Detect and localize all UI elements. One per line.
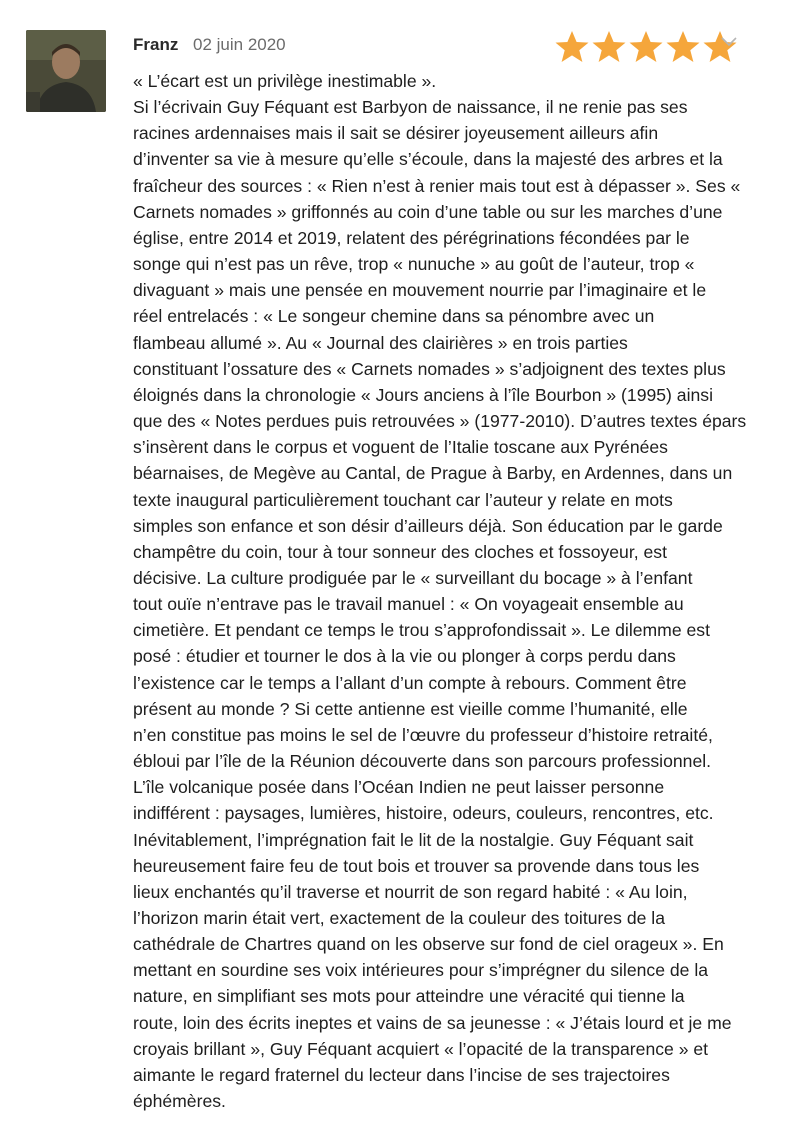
review-text-line: n’en constitue pas moins le sel de l’œuvre du professeur d’histoire retraité, [133,724,713,745]
review-text-line: béarnaises, de Megève au Cantal, de Prague à Barby, en Ardennes, dans un [133,463,733,484]
chevron-down-icon[interactable] [720,36,738,48]
review-text-line: croyais brillant », Guy Féquant acquiert « l’opacité de la transparence » et [133,1038,709,1059]
review-text-line: l’horizon marin était vert, exactement de la couleur des toitures de la [133,908,665,928]
avatar[interactable] [26,30,106,112]
star-icon [628,30,664,64]
review-text-line: éphémères. [133,1091,226,1112]
review-text-line: constituant l’ossature des « Carnets nomades » s’adjoignent des textes plus [133,358,726,379]
review-text-line: aimante le regard fraternel du lecteur dans l’incise de ses trajectoires [133,1064,670,1085]
review-text-line: que des « Notes perdues puis retrouvées » (1977-2010). D’autres textes épars [133,411,747,432]
review-text-line: simples son enfance et son désir d’ailleurs déjà. Son éducation par le garde [133,515,723,536]
review-text-line: flambeau allumé ». Au « Journal des clairières » en trois parties [133,332,628,353]
review-text-line: texte inaugural particulièrement touchant car l’auteur y relate en mots [133,489,673,510]
review-text-line: cathédrale de Chartres quand on les observe sur fond de ciel orageux ». En [133,934,724,955]
review-text-line: divaguant » mais une pensée en mouvement nourrie par l’imaginaire et le [133,280,707,301]
review-text-line: d’inventer sa vie à mesure qu’elle s’écoule, dans la majesté des arbres et la [133,149,723,170]
review-body [133,68,773,1114]
review-text-line: racines ardennaises mais il sait se désirer joyeusement ailleurs afin [133,123,659,144]
review-text-line: songe qui n’est pas un rêve, trop « nunuche » au goût de l’auteur, trop « [133,254,695,275]
review-text-line: heureusement faire feu de tout bois et trouver sa provende dans tous les [133,855,700,876]
review-text-line: champêtre du coin, tour à tour sonneur des cloches et fossoyeur, est [133,541,667,562]
review-text-line: Carnets nomades » griffonnés au coin d’une table ou sur les marches d’une [133,201,723,222]
review-text-line: Si l’écrivain Guy Féquant est Barbyon de naissance, il ne renie pas ses [133,97,688,118]
star-icon [665,30,701,64]
review-text-line: cimetière. Et pendant ce temps le trou s’approfondissait ». Le dilemme est [133,620,710,641]
review-author[interactable]: Franz [133,35,179,54]
review-text-line: « L’écart est un privilège inestimable ». [133,71,437,91]
review-text-line: église, entre 2014 et 2019, relatent des pérégrinations fécondées par le [133,227,690,248]
review-text-line: nature, en simplifiant ses mots pour atteindre une véracité qui tienne la [133,986,685,1007]
user-photo-icon [26,30,106,112]
review-text-line: réel entrelacés : « Le songeur chemine dans sa pénombre avec un [133,306,655,327]
review-text-line: l’existence car le temps a l’allant d’un compte à rebours. Comment être [133,672,687,693]
review-text-line: s’insèrent dans le corpus et voguent de l’Italie toscane aux Pyrénées [133,437,668,458]
review-text-line: fraîcheur des sources : « Rien n’est à renier mais tout est à dépasser ». Ses « [133,175,741,196]
review-text-line: présent au monde ? Si cette antienne est vieille comme l’humanité, elle [133,698,688,719]
star-icon [591,30,627,64]
review-text-line: Inévitablement, l’imprégnation fait le lit de la nostalgie. Guy Féquant sait [133,829,694,850]
star-icon [554,30,590,64]
review-text-line: éloignés dans la chronologie « Jours anciens à l’île Bourbon » (1995) ainsi [133,384,713,405]
review-text-line: L’île volcanique posée dans l’Océan Indien ne peut laisser personne [133,777,665,798]
review-text-line: lieux enchantés qu’il traverse et nourrit de son regard habité : « Au loin, [133,881,688,902]
review-text-line: route, loin des écrits ineptes et vains de sa jeunesse : « J’étais lourd et je me [133,1012,732,1033]
star-rating [554,30,738,64]
review-text-line: décisive. La culture prodiguée par le « surveillant du bocage » à l’enfant [133,567,693,588]
review-text-line: ébloui par l’île de la Réunion découverte dans son parcours professionnel. [133,751,712,772]
review-text-line: indifférent : paysages, lumières, histoire, odeurs, couleurs, rencontres, etc. [133,803,714,824]
review-text-line: tout ouïe n’entrave pas le travail manuel : « On voyageait ensemble au [133,594,684,615]
review-text-line: posé : étudier et tourner le dos à la vie ou plonger à corps perdu dans [133,646,676,667]
review-date: 02 juin 2020 [193,35,286,54]
review-text-line: mettant en sourdine ses voix intérieures pour s’imprégner du silence de la [133,960,709,981]
